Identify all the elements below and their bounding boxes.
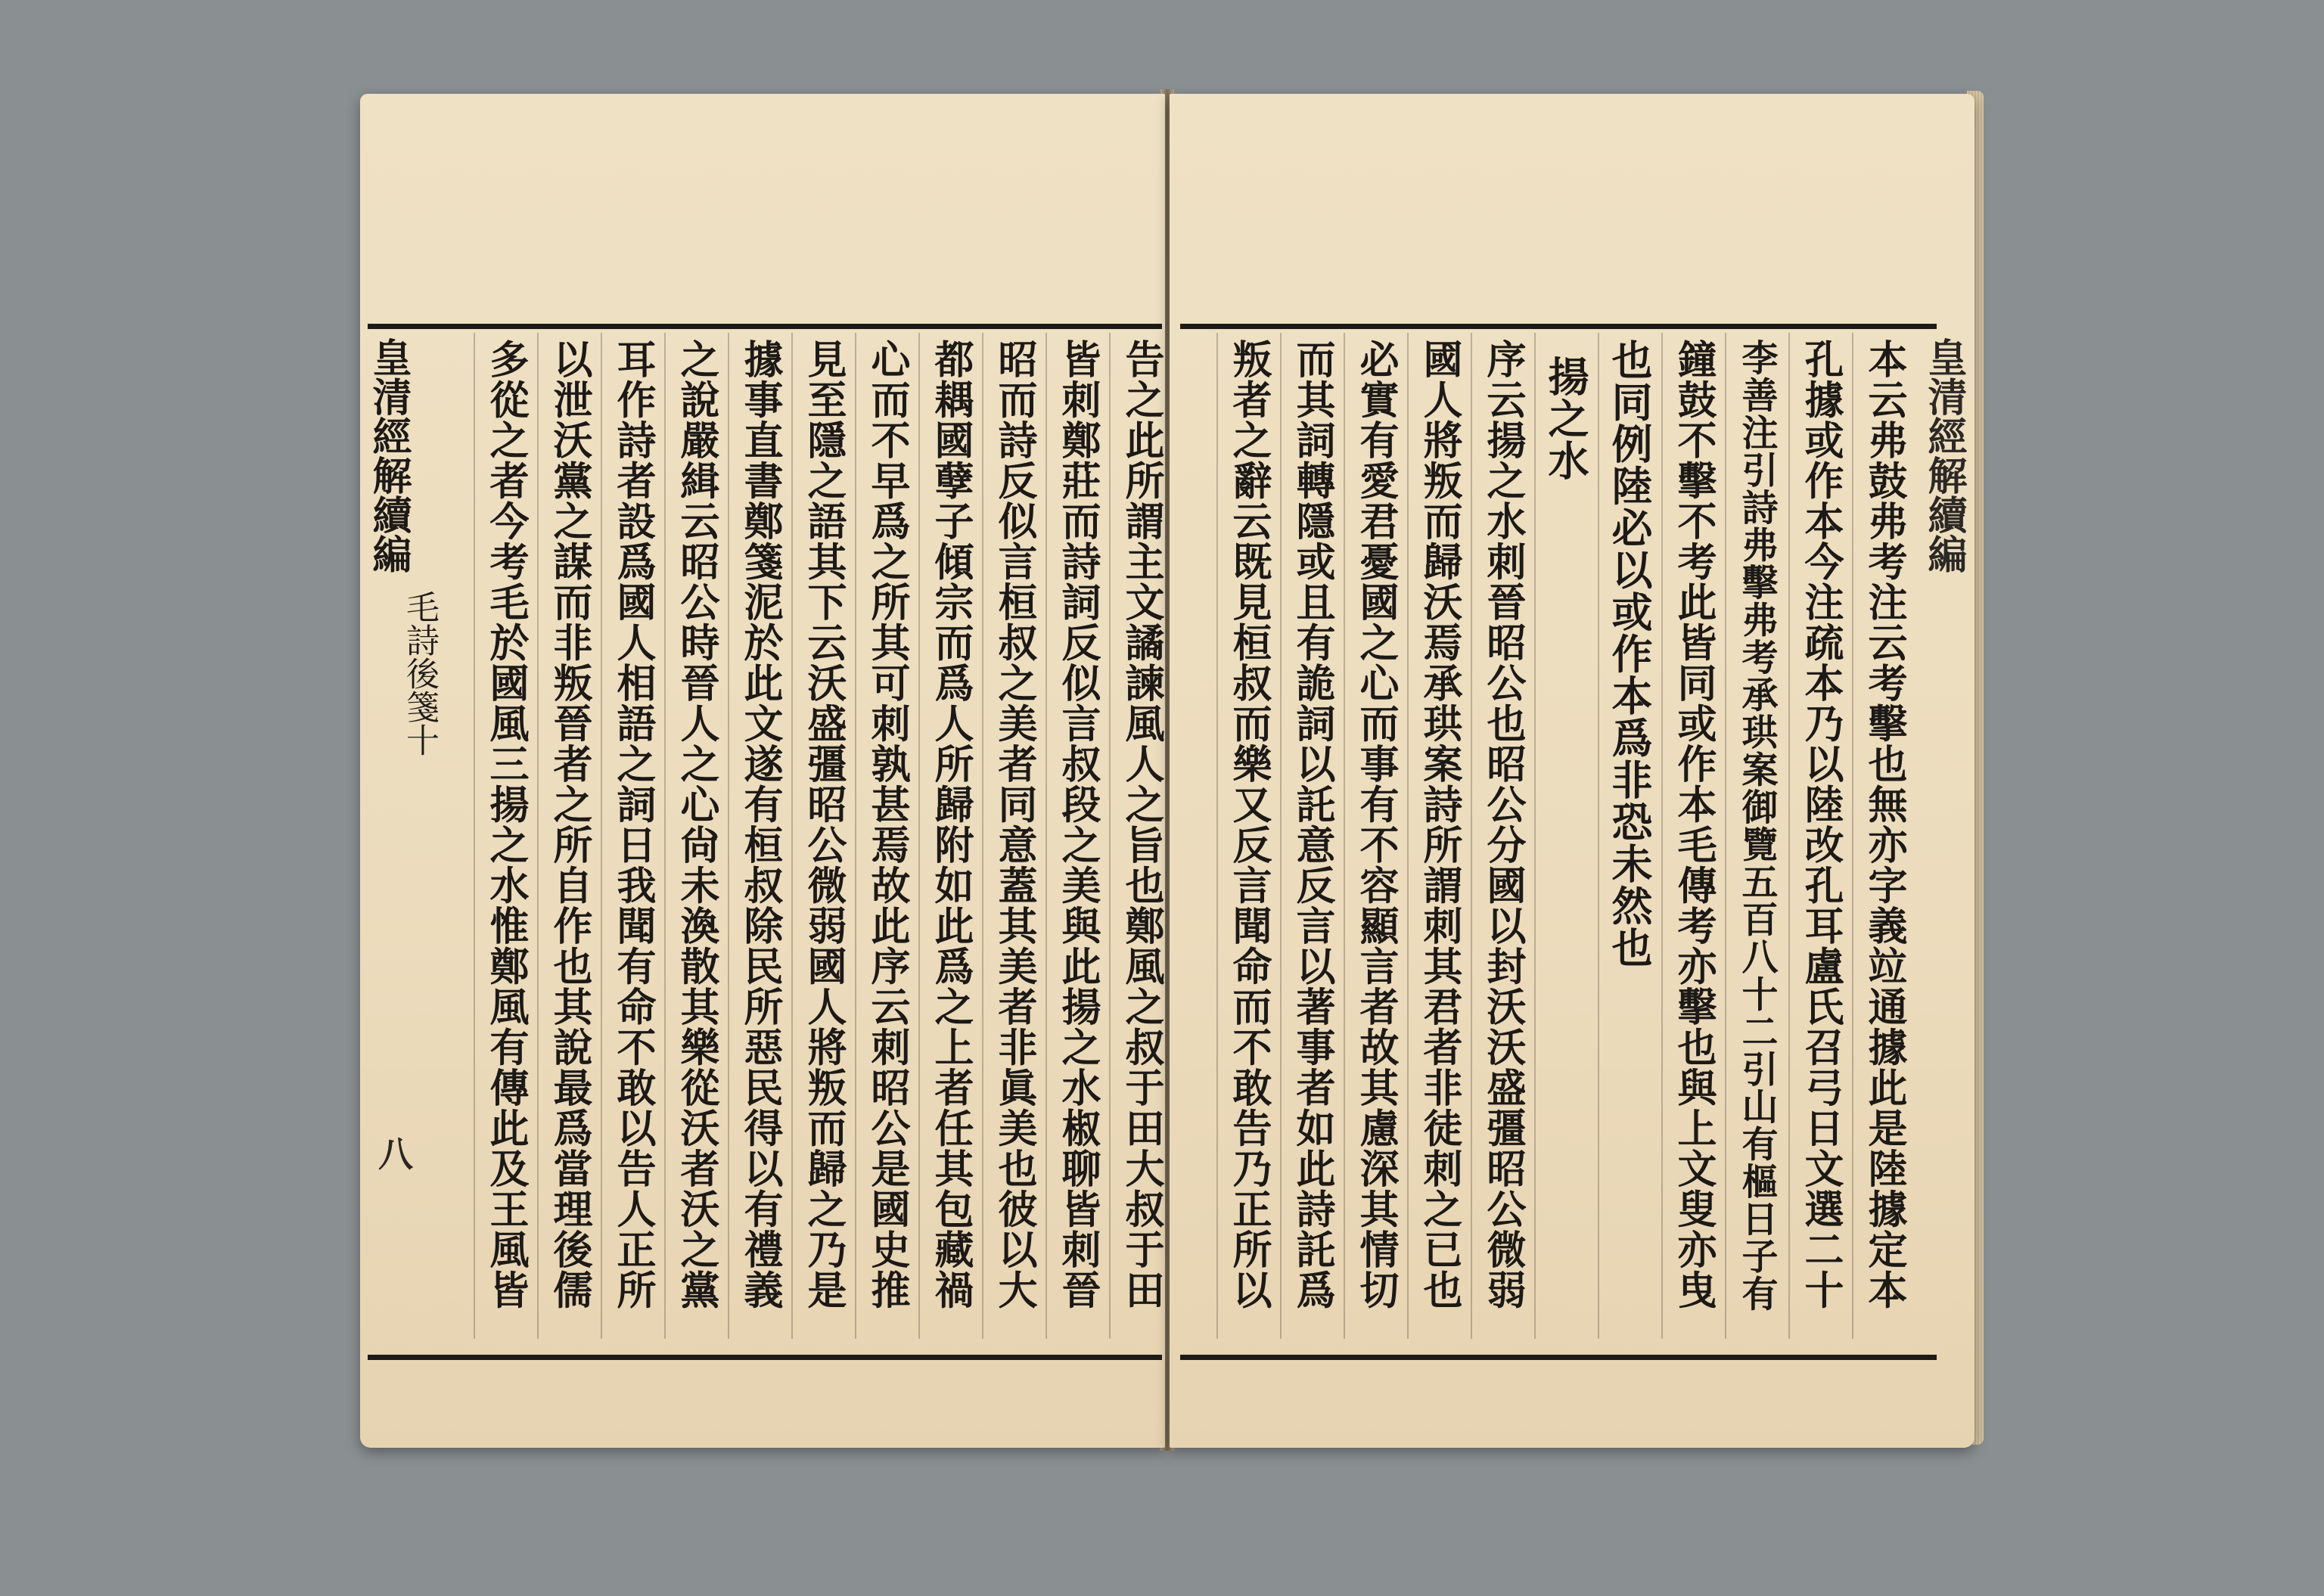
text-column: 叛者之辭云既見桓叔而樂又反言聞命而不敢告乃正所以 — [1226, 339, 1272, 1310]
text-column: 多從之者今考毛於國風三揚之水惟鄭風有傳此及王風皆 — [483, 339, 529, 1310]
text-column: 據事直書鄭箋泥於此文遂有桓叔除民所惡民得以有禮義 — [737, 339, 783, 1310]
column-divider — [1534, 333, 1536, 1339]
column-divider — [982, 333, 983, 1339]
text-column: 必實有愛君憂國之心而事有不容顯言者故其慮深其情切 — [1353, 339, 1399, 1310]
text-column: 孔據或作本今注疏本乃以陸改孔耳盧氏召弓日文選二十 — [1797, 339, 1844, 1310]
column-divider — [728, 333, 729, 1339]
text-column: 見至隱之語其下云沃盛彊昭公微弱國人將叛而歸之乃是 — [800, 339, 847, 1310]
left-margin-title: 皇清經解續編 — [365, 337, 412, 573]
column-divider — [1216, 333, 1218, 1339]
column-divider — [918, 333, 920, 1339]
column-divider — [474, 333, 475, 1339]
text-column: 鐘鼓不擊不考此皆同或作本毛傳考亦擊也與上文叟亦曳 — [1670, 339, 1717, 1310]
column-divider — [791, 333, 793, 1339]
section-heading: 揚之水 — [1542, 356, 1590, 482]
text-column: 之說嚴緝云昭公時晉人之心尙未渙散其樂從沃者沃之黨 — [673, 339, 719, 1310]
column-divider — [1471, 333, 1472, 1339]
text-column: 也同例陸必以或作本爲非恐未然也 — [1605, 339, 1654, 969]
page-number: 八 — [378, 1134, 413, 1175]
column-divider — [1407, 333, 1409, 1339]
text-column: 國人將叛而歸沃焉承珙案詩所謂刺其君者非徒刺之已也 — [1416, 339, 1462, 1310]
column-divider — [537, 333, 539, 1339]
text-column: 以泄沃黨之謀而非叛晉者之所自作也其說最爲當理後儒 — [546, 339, 592, 1310]
column-divider — [1280, 333, 1282, 1339]
left-margin-subtitle: 毛詩後箋十 — [400, 590, 439, 756]
column-divider — [1109, 333, 1111, 1339]
text-column: 而其詞轉隱或且有詭詞以託意反言以著事者如此詩託爲 — [1289, 339, 1335, 1310]
right-margin-title: 皇清經解續編 — [1921, 337, 1967, 573]
text-column: 心而不早爲之所其可刺孰甚焉故此序云刺昭公是國史推 — [864, 339, 910, 1310]
column-divider — [1852, 333, 1853, 1339]
text-column: 李善注引詩弗擊弗考承珙案御覽五百八十二引山有樞日子有 — [1735, 339, 1778, 1312]
text-column: 告之此所謂主文譎諫風人之旨也鄭風之叔于田大叔于田 — [1118, 339, 1164, 1310]
column-divider — [601, 333, 602, 1339]
text-column: 都耦國孽子傾宗而爲人所歸附如此爲之上者任其包藏禍 — [927, 339, 974, 1310]
column-divider — [855, 333, 856, 1339]
column-divider — [1344, 333, 1345, 1339]
column-divider — [1725, 333, 1726, 1339]
column-divider — [1788, 333, 1790, 1339]
text-column: 序云揚之水刺晉昭公也昭公分國以封沃沃盛彊昭公微弱 — [1480, 339, 1526, 1310]
text-column: 昭而詩反似言桓叔之美者同意蓋其美者非眞美也彼以大 — [991, 339, 1037, 1310]
text-column: 皆刺鄭莊而詩詞反似言叔段之美與此揚之水椒聊皆刺晉 — [1055, 339, 1101, 1310]
text-column: 本云弗鼓弗考注云考擊也無亦字義竝通據此是陸據定本 — [1861, 339, 1907, 1310]
column-divider — [1045, 333, 1047, 1339]
text-column: 耳作詩者設爲國人相語之詞日我聞有命不敢以告人正所 — [610, 339, 656, 1310]
column-divider — [664, 333, 666, 1339]
